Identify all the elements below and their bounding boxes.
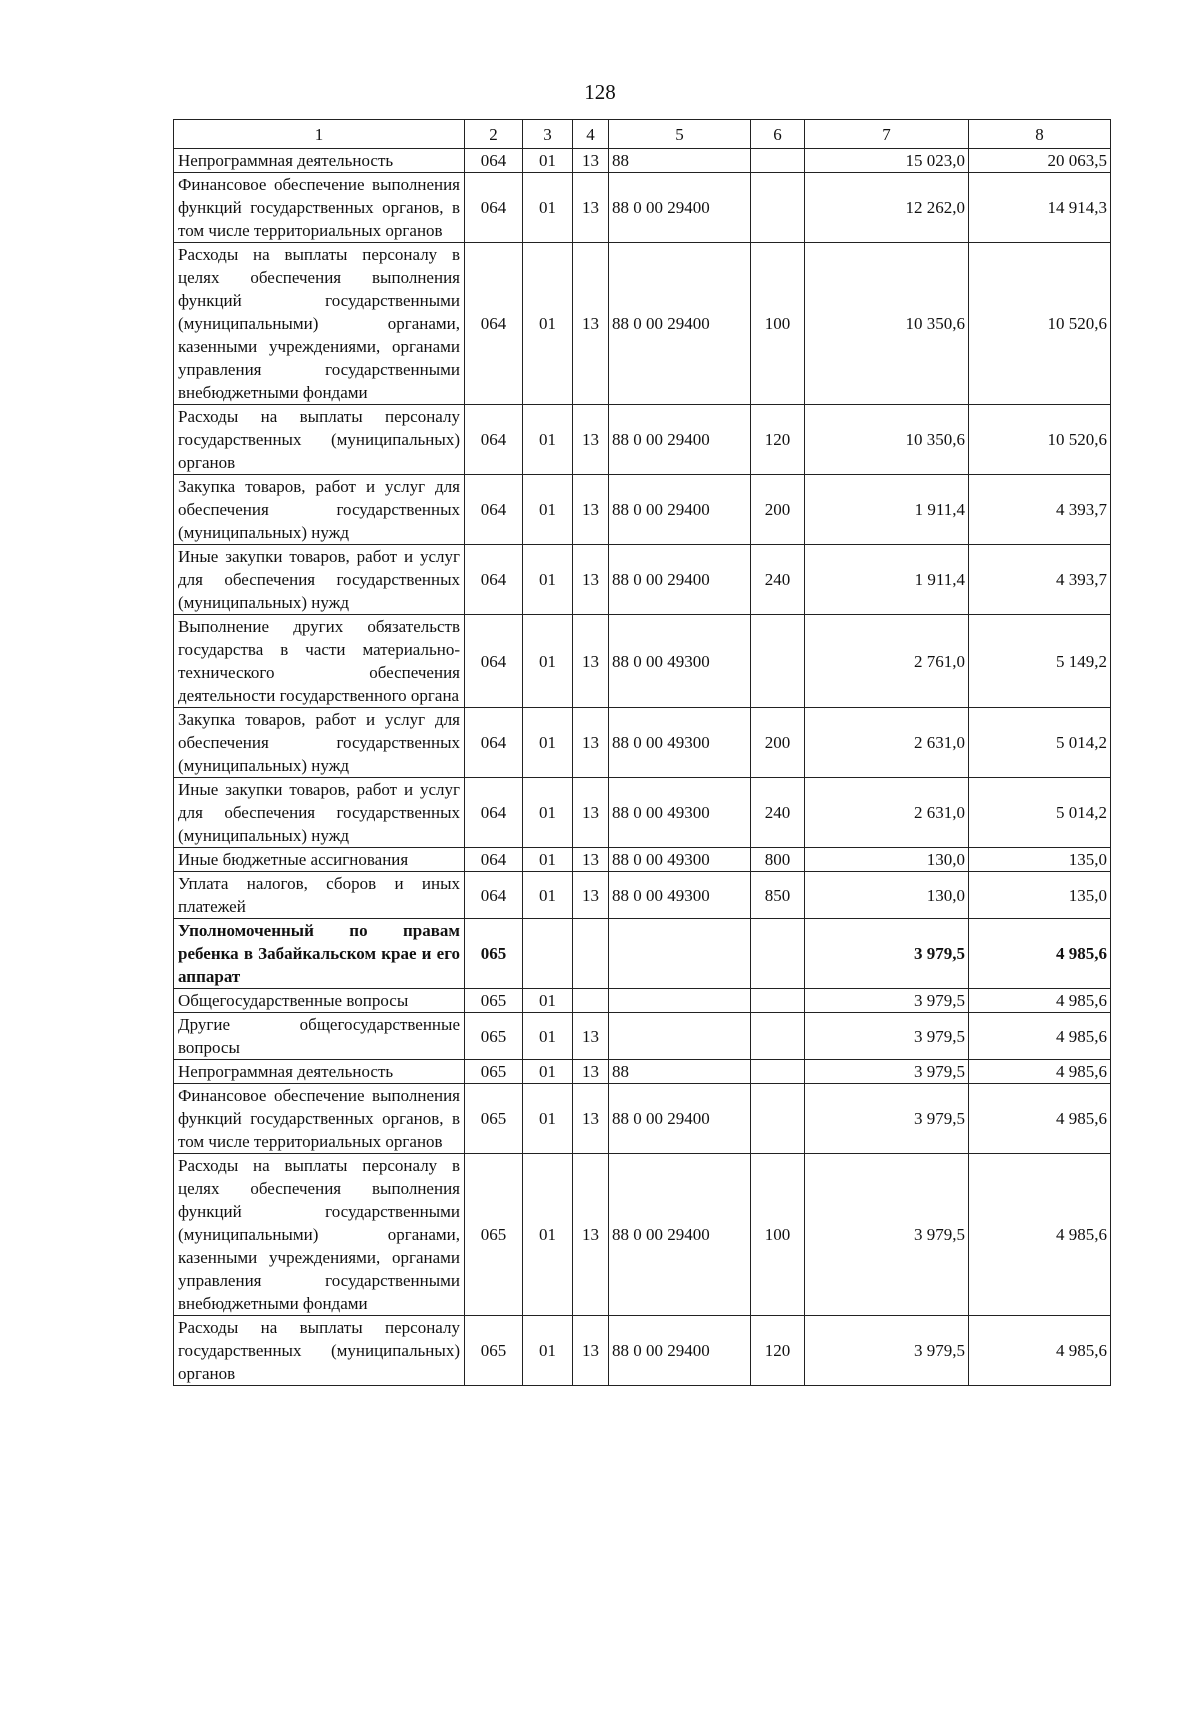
- row-code-cell: 064: [465, 708, 523, 778]
- row-amount-1-cell: 2 761,0: [805, 615, 969, 708]
- table-row: [174, 1084, 1111, 1154]
- header-cell: 6: [751, 120, 805, 149]
- row-expense-type-cell: [751, 173, 805, 243]
- row-target-article-cell: 88 0 00 29400: [609, 1154, 751, 1316]
- row-name-cell: Расходы на выплаты персоналу в целях обеспечения выполнения функций государственными (муниципальными) органами, казенными учреждениями, органами управления государственными внебюджетными фондами: [174, 1154, 465, 1316]
- row-name-cell: Расходы на выплаты персоналу государственных (муниципальных) органов: [174, 1316, 465, 1386]
- row-amount-2-cell: 135,0: [969, 872, 1111, 919]
- row-expense-type-cell: 200: [751, 708, 805, 778]
- table-header-row: [174, 120, 1111, 149]
- row-subsection-cell: 13: [573, 475, 609, 545]
- row-name-cell: Закупка товаров, работ и услуг для обеспечения государственных (муниципальных) нужд: [174, 475, 465, 545]
- row-expense-type-cell: [751, 919, 805, 989]
- row-name-cell: Расходы на выплаты персоналу государственных (муниципальных) органов: [174, 405, 465, 475]
- row-code-cell: 064: [465, 848, 523, 872]
- row-expense-type-cell: [751, 1060, 805, 1084]
- row-code-cell: 064: [465, 615, 523, 708]
- row-subsection-cell: 13: [573, 708, 609, 778]
- row-amount-2-cell: 5 014,2: [969, 778, 1111, 848]
- row-section-cell: [523, 919, 573, 989]
- row-section-cell: 01: [523, 1013, 573, 1060]
- row-expense-type-cell: 240: [751, 545, 805, 615]
- page-number: 128: [584, 80, 616, 104]
- row-target-article-cell: [609, 919, 751, 989]
- row-amount-1-cell: 12 262,0: [805, 173, 969, 243]
- row-section-cell: 01: [523, 243, 573, 405]
- row-name-cell: Иные закупки товаров, работ и услуг для обеспечения государственных (муниципальных) нужд: [174, 545, 465, 615]
- table-row: [174, 708, 1111, 778]
- row-subsection-cell: 13: [573, 1154, 609, 1316]
- row-amount-1-cell: 3 979,5: [805, 1154, 969, 1316]
- row-amount-1-cell: 3 979,5: [805, 1013, 969, 1060]
- table-row: [174, 1154, 1111, 1316]
- header-cell: 2: [465, 120, 523, 149]
- row-subsection-cell: 13: [573, 173, 609, 243]
- row-expense-type-cell: 120: [751, 1316, 805, 1386]
- row-name-cell: Финансовое обеспечение выполнения функций государственных органов, в том числе территориальных органов: [174, 173, 465, 243]
- table-row: [174, 872, 1111, 919]
- row-amount-1-cell: 130,0: [805, 872, 969, 919]
- row-amount-1-cell: 10 350,6: [805, 405, 969, 475]
- row-section-cell: 01: [523, 1316, 573, 1386]
- row-subsection-cell: 13: [573, 872, 609, 919]
- budget-table: [173, 119, 1111, 1386]
- row-expense-type-cell: [751, 989, 805, 1013]
- row-section-cell: 01: [523, 1154, 573, 1316]
- row-name-cell: Расходы на выплаты персоналу в целях обеспечения выполнения функций государственными (муниципальными) органами, казенными учреждениями, органами управления государственными внебюджетными фондами: [174, 243, 465, 405]
- row-amount-2-cell: 4 985,6: [969, 1013, 1111, 1060]
- row-amount-2-cell: 20 063,5: [969, 149, 1111, 173]
- row-name-cell: Общегосударственные вопросы: [174, 989, 465, 1013]
- table-row: [174, 1013, 1111, 1060]
- row-target-article-cell: 88: [609, 1060, 751, 1084]
- row-target-article-cell: 88 0 00 29400: [609, 243, 751, 405]
- row-expense-type-cell: 850: [751, 872, 805, 919]
- row-section-cell: 01: [523, 778, 573, 848]
- row-target-article-cell: 88 0 00 49300: [609, 872, 751, 919]
- row-expense-type-cell: 100: [751, 243, 805, 405]
- row-amount-2-cell: 4 985,6: [969, 989, 1111, 1013]
- row-code-cell: 064: [465, 475, 523, 545]
- row-amount-2-cell: 4 393,7: [969, 545, 1111, 615]
- row-amount-1-cell: 10 350,6: [805, 243, 969, 405]
- row-amount-2-cell: 10 520,6: [969, 405, 1111, 475]
- row-section-cell: 01: [523, 173, 573, 243]
- row-target-article-cell: 88 0 00 49300: [609, 615, 751, 708]
- row-amount-1-cell: 1 911,4: [805, 545, 969, 615]
- table-row: [174, 1060, 1111, 1084]
- row-target-article-cell: 88 0 00 29400: [609, 545, 751, 615]
- row-code-cell: 064: [465, 149, 523, 173]
- header-cell: 3: [523, 120, 573, 149]
- row-section-cell: 01: [523, 615, 573, 708]
- row-section-cell: 01: [523, 872, 573, 919]
- row-amount-2-cell: 4 985,6: [969, 1084, 1111, 1154]
- row-subsection-cell: 13: [573, 1316, 609, 1386]
- header-cell: 7: [805, 120, 969, 149]
- header-cell: 4: [573, 120, 609, 149]
- row-section-cell: 01: [523, 1084, 573, 1154]
- row-amount-1-cell: 3 979,5: [805, 1316, 969, 1386]
- row-amount-1-cell: 3 979,5: [805, 1084, 969, 1154]
- table-row: [174, 173, 1111, 243]
- header-cell: 5: [609, 120, 751, 149]
- row-name-cell: Финансовое обеспечение выполнения функций государственных органов, в том числе территориальных органов: [174, 1084, 465, 1154]
- row-code-cell: 065: [465, 1154, 523, 1316]
- row-code-cell: 065: [465, 1013, 523, 1060]
- row-expense-type-cell: [751, 149, 805, 173]
- row-subsection-cell: 13: [573, 778, 609, 848]
- row-subsection-cell: 13: [573, 149, 609, 173]
- row-amount-1-cell: 130,0: [805, 848, 969, 872]
- row-subsection-cell: 13: [573, 243, 609, 405]
- row-code-cell: 065: [465, 1316, 523, 1386]
- row-name-cell: Непрограммная деятельность: [174, 1060, 465, 1084]
- row-amount-2-cell: 4 985,6: [969, 1316, 1111, 1386]
- table-body: [174, 120, 1111, 1386]
- row-name-cell: Выполнение других обязательств государства в части материально-технического обеспечения деятельности государственного органа: [174, 615, 465, 708]
- table-row: [174, 243, 1111, 405]
- table-row: [174, 989, 1111, 1013]
- row-name-cell: Иные бюджетные ассигнования: [174, 848, 465, 872]
- table-row: [174, 475, 1111, 545]
- row-amount-1-cell: 1 911,4: [805, 475, 969, 545]
- row-amount-1-cell: 3 979,5: [805, 919, 969, 989]
- header-cell: 8: [969, 120, 1111, 149]
- row-subsection-cell: 13: [573, 615, 609, 708]
- row-target-article-cell: 88 0 00 29400: [609, 1316, 751, 1386]
- row-amount-1-cell: 3 979,5: [805, 1060, 969, 1084]
- row-section-cell: 01: [523, 149, 573, 173]
- row-target-article-cell: [609, 989, 751, 1013]
- row-expense-type-cell: 240: [751, 778, 805, 848]
- table-row: [174, 149, 1111, 173]
- row-subsection-cell: 13: [573, 405, 609, 475]
- row-expense-type-cell: 100: [751, 1154, 805, 1316]
- row-code-cell: 064: [465, 872, 523, 919]
- row-amount-1-cell: 2 631,0: [805, 708, 969, 778]
- row-expense-type-cell: [751, 1013, 805, 1060]
- row-section-cell: 01: [523, 1060, 573, 1084]
- row-amount-2-cell: 5 014,2: [969, 708, 1111, 778]
- row-target-article-cell: 88: [609, 149, 751, 173]
- row-code-cell: 065: [465, 1084, 523, 1154]
- row-code-cell: 065: [465, 919, 523, 989]
- row-target-article-cell: 88 0 00 29400: [609, 173, 751, 243]
- table-row: [174, 848, 1111, 872]
- row-amount-2-cell: 14 914,3: [969, 173, 1111, 243]
- row-amount-1-cell: 3 979,5: [805, 989, 969, 1013]
- row-code-cell: 065: [465, 1060, 523, 1084]
- row-name-cell: Уполномоченный по правам ребенка в Забайкальском крае и его аппарат: [174, 919, 465, 989]
- row-name-cell: Уплата налогов, сборов и иных платежей: [174, 872, 465, 919]
- row-code-cell: 064: [465, 545, 523, 615]
- row-subsection-cell: 13: [573, 1060, 609, 1084]
- row-name-cell: Непрограммная деятельность: [174, 149, 465, 173]
- table-row: [174, 615, 1111, 708]
- row-name-cell: Другие общегосударственные вопросы: [174, 1013, 465, 1060]
- row-subsection-cell: 13: [573, 1084, 609, 1154]
- table-row: [174, 778, 1111, 848]
- row-target-article-cell: 88 0 00 49300: [609, 848, 751, 872]
- row-expense-type-cell: 120: [751, 405, 805, 475]
- row-subsection-cell: 13: [573, 848, 609, 872]
- row-subsection-cell: 13: [573, 1013, 609, 1060]
- row-code-cell: 065: [465, 989, 523, 1013]
- row-section-cell: 01: [523, 405, 573, 475]
- row-section-cell: 01: [523, 848, 573, 872]
- row-code-cell: 064: [465, 173, 523, 243]
- row-amount-2-cell: 135,0: [969, 848, 1111, 872]
- row-expense-type-cell: 200: [751, 475, 805, 545]
- table-row: [174, 1316, 1111, 1386]
- row-section-cell: 01: [523, 989, 573, 1013]
- row-amount-1-cell: 15 023,0: [805, 149, 969, 173]
- table-row: [174, 919, 1111, 989]
- row-amount-2-cell: 5 149,2: [969, 615, 1111, 708]
- row-amount-1-cell: 2 631,0: [805, 778, 969, 848]
- row-section-cell: 01: [523, 545, 573, 615]
- row-expense-type-cell: [751, 1084, 805, 1154]
- row-section-cell: 01: [523, 708, 573, 778]
- row-name-cell: Иные закупки товаров, работ и услуг для обеспечения государственных (муниципальных) нужд: [174, 778, 465, 848]
- row-expense-type-cell: 800: [751, 848, 805, 872]
- row-target-article-cell: [609, 1013, 751, 1060]
- row-subsection-cell: 13: [573, 545, 609, 615]
- row-name-cell: Закупка товаров, работ и услуг для обеспечения государственных (муниципальных) нужд: [174, 708, 465, 778]
- table-row: [174, 405, 1111, 475]
- row-target-article-cell: 88 0 00 29400: [609, 405, 751, 475]
- row-target-article-cell: 88 0 00 29400: [609, 1084, 751, 1154]
- row-target-article-cell: 88 0 00 29400: [609, 475, 751, 545]
- row-target-article-cell: 88 0 00 49300: [609, 778, 751, 848]
- row-code-cell: 064: [465, 243, 523, 405]
- header-cell: 1: [174, 120, 465, 149]
- row-target-article-cell: 88 0 00 49300: [609, 708, 751, 778]
- row-amount-2-cell: 4 985,6: [969, 1154, 1111, 1316]
- row-amount-2-cell: 4 985,6: [969, 1060, 1111, 1084]
- row-amount-2-cell: 10 520,6: [969, 243, 1111, 405]
- row-amount-2-cell: 4 985,6: [969, 919, 1111, 989]
- row-expense-type-cell: [751, 615, 805, 708]
- row-code-cell: 064: [465, 405, 523, 475]
- row-code-cell: 064: [465, 778, 523, 848]
- row-amount-2-cell: 4 393,7: [969, 475, 1111, 545]
- row-section-cell: 01: [523, 475, 573, 545]
- table-row: [174, 545, 1111, 615]
- row-subsection-cell: [573, 919, 609, 989]
- row-subsection-cell: [573, 989, 609, 1013]
